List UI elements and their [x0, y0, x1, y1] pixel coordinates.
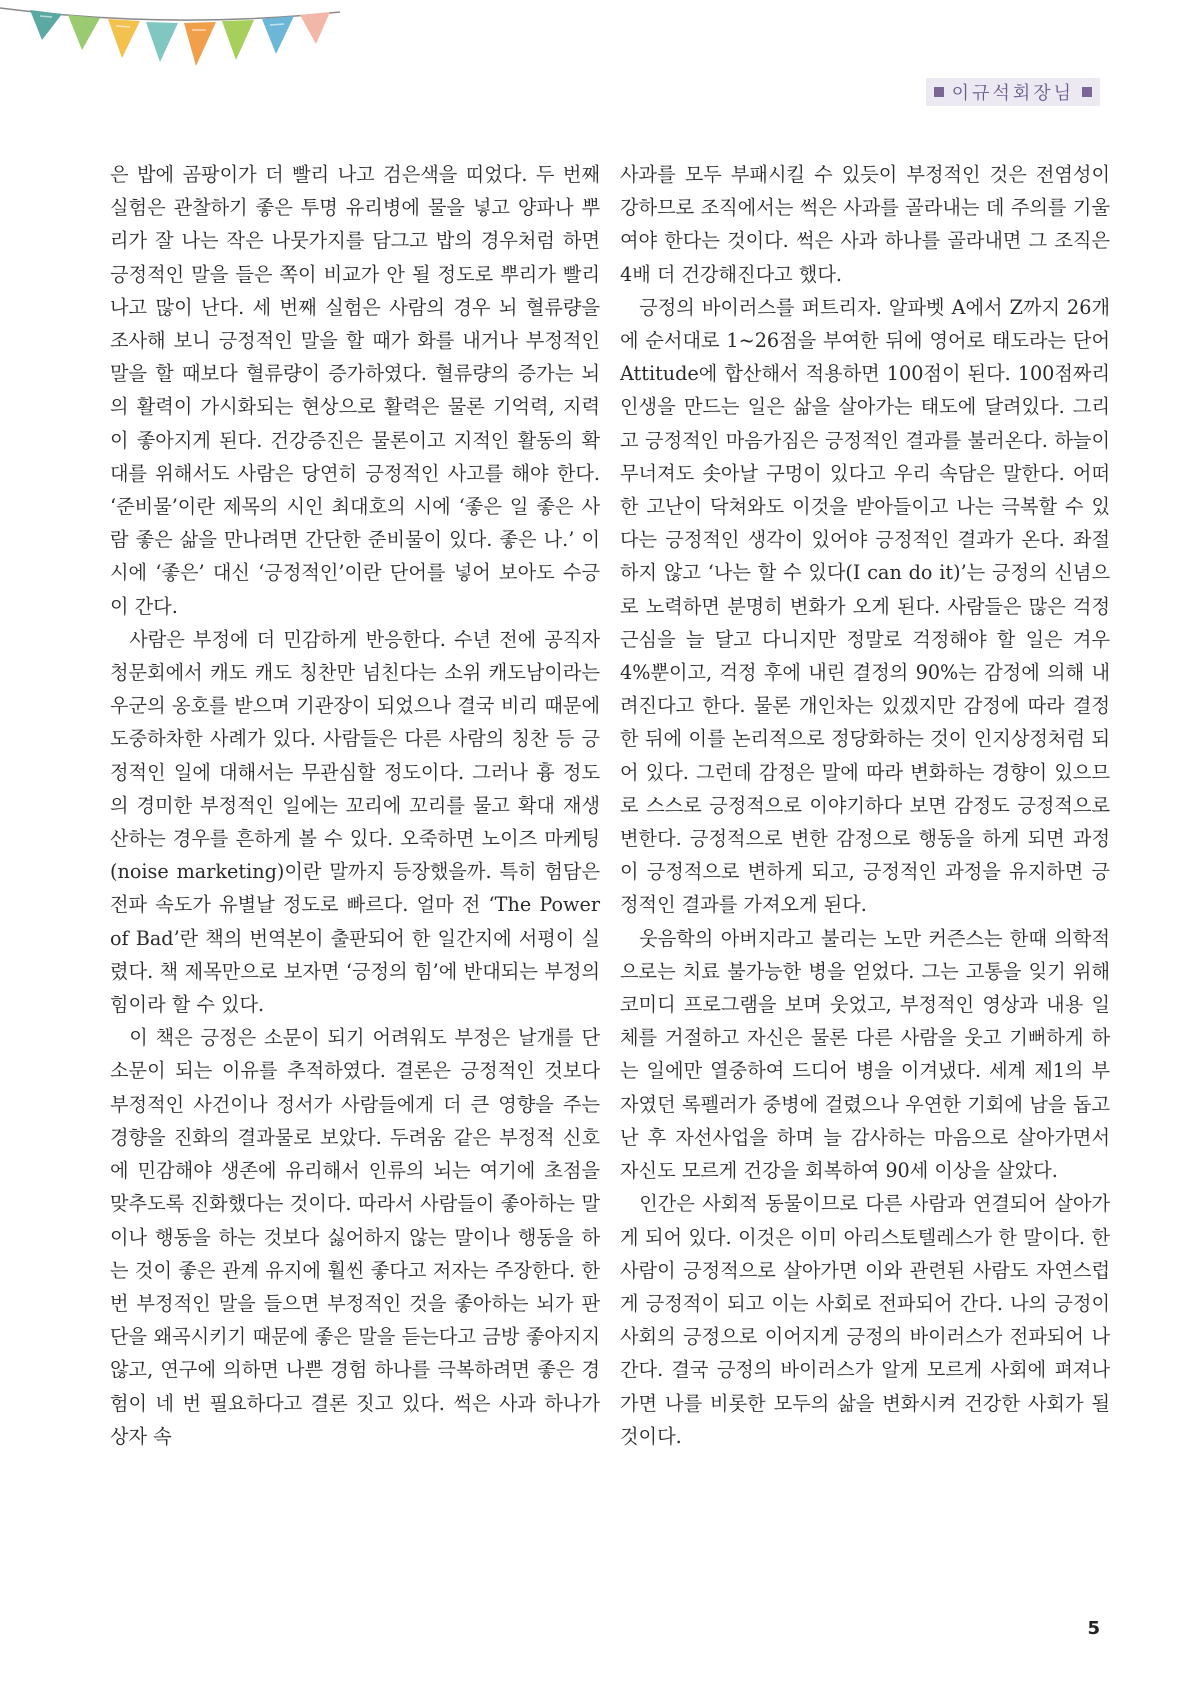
paragraph: 사람은 부정에 더 민감하게 반응한다. 수년 전에 공직자 청문회에서 캐도 캐도 칭찬만 넘친다는 소위 캐도남이라는 우군의 옹호를 받으며 기관장이 되었으나 결국 비리 때문에 도중하차한 사례가 있다. 사람들은 다른 사람의 칭찬 등 긍정적인 일에 대해서는 무관심할 정도이다. 그러나 흉 정도의 경미한 부정적인 일에는 꼬리에 꼬리를 물고 확대 재생산하는 경우를 흔하게 볼 수 있다. 오죽하면 노이즈 마케팅(noise marketing)이란 말까지 등장했을까. 특히 험담은 전파 속도가 유별날 정도로 빠르다. 얼마 전 ‘The Power of Bad’란 책의 번역본이 출판되어 한 일간지에 서평이 실렸다. 책 제목만으로 보자면 ‘긍정의 힘’에 반대되는 부정의 힘이라 할 수 있다. [110, 627, 600, 1017]
section-label: 이규석회장님 [951, 83, 1074, 104]
square-bullet-icon [934, 87, 944, 97]
paragraph: 웃음학의 아버지라고 불리는 노만 커즌스는 한때 의학적으로는 치료 불가능한 병을 얻었다. 그는 고통을 잊기 위해 코미디 프로그램을 보며 웃었고, 부정적인 영상과 내용 일체를 거절하고 자신은 물론 다른 사람을 웃고 기뻐하게 하는 일에만 열중하여 드디어 병을 이겨냈다. 세계 제1의 부자였던 록펠러가 중병에 걸렸으나 우연한 기회에 남을 돕고 난 후 자선사업을 하며 늘 감사하는 마음으로 살아가면서 자신도 모르게 건강을 회복하여 90세 이상을 살았다. [620, 926, 1110, 1183]
paragraph: 인간은 사회적 동물이므로 다른 사람과 연결되어 살아가게 되어 있다. 이것은 이미 아리스토텔레스가 한 말이다. 한 사람이 긍정적으로 살아가면 이와 관련된 사람도 자연스럽게 긍정적이 되고 이는 사회로 전파되어 간다. 나의 긍정이 사회의 긍정으로 이어지게 긍정의 바이러스가 전파되어 나간다. 결국 긍정의 바이러스가 알게 모르게 사회에 펴져나가면 나를 비롯한 모두의 삶을 변화시켜 건강한 사회가 될 것이다. [620, 1192, 1110, 1448]
section-header-tag [926, 78, 1100, 106]
left-text-column [110, 158, 600, 1453]
page-number: 5 [1087, 1618, 1100, 1639]
paragraph: 사과를 모두 부패시킬 수 있듯이 부정적인 것은 전염성이 강하므로 조직에서는 썩은 사과를 골라내는 데 주의를 기울여야 한다는 것이다. 썩은 사과 하나를 골라내면 그 조직은 4배 더 건강해진다고 했다. [620, 163, 1110, 286]
right-text-column [620, 158, 1110, 1453]
paragraph: 긍정의 바이러스를 퍼트리자. 알파벳 A에서 Z까지 26개에 순서대로 1~26점을 부여한 뒤에 영어로 태도라는 단어 Attitude에 합산해서 적용하면 100점이 된다. 100점짜리 인생을 만드는 일은 삶을 살아가는 태도에 달려있다. 그리고 긍정적인 마음가짐은 긍정적인 결과를 불러온다. 하늘이 무너져도 솟아날 구멍이 있다고 우리 속담은 말한다. 어떠한 고난이 닥쳐와도 이것을 받아들이고 나는 극복할 수 있다는 긍정적인 생각이 있어야 긍정적인 결과가 온다. 좌절하지 않고 ‘나는 할 수 있다(I can do it)’는 긍정의 신념으로 노력하면 분명히 변화가 오게 된다. 사람들은 많은 걱정 근심을 늘 달고 다니지만 정말로 걱정해야 할 일은 겨우 4%뿐이고, 걱정 후에 내린 결정의 90%는 감정에 의해 내려진다고 한다. 물론 개인차는 있겠지만 감정에 따라 결정한 뒤에 이를 논리적으로 정당화하는 것이 인지상정처럼 되어 있다. 그런데 감정은 말에 따라 변화하는 경향이 있으므로 스스로 긍정적으로 이야기하다 보면 감정도 긍정적으로 변한다. 긍정적으로 변한 감정으로 행동을 하게 되면 과정이 긍정적으로 변하게 되고, 긍정적인 과정을 유지하면 긍정적인 결과를 가져오게 된다. [620, 295, 1110, 917]
square-bullet-icon [1082, 87, 1092, 97]
paragraph: 이 책은 긍정은 소문이 되기 어려워도 부정은 날개를 단 소문이 되는 이유를 추적하였다. 결론은 긍정적인 것보다 부정적인 사건이나 정서가 사람들에게 더 큰 영향을 주는 경향을 진화의 결과물로 보았다. 두려움 같은 부정적 신호에 민감해야 생존에 유리해서 인류의 뇌는 여기에 초점을 맞추도록 진화했다는 것이다. 따라서 사람들이 좋아하는 말이나 행동을 하는 것보다 싫어하지 않는 말이나 행동을 하는 것이 좋은 관계 유지에 훨씬 좋다고 저자는 주장한다. 한 번 부정적인 말을 들으면 부정적인 것을 좋아하는 뇌가 판단을 왜곡시키기 때문에 좋은 말을 듣는다고 금방 좋아지지 않고, 연구에 의하면 나쁜 경험 하나를 극복하려면 좋은 경험이 네 번 필요하다고 결론 짓고 있다. 썩은 사과 하나가 상자 속 [110, 1026, 600, 1448]
bunting-flags-icon [0, 0, 340, 80]
paragraph: 은 밥에 곰팡이가 더 빨리 나고 검은색을 띠었다. 두 번째 실험은 관찰하기 좋은 투명 유리병에 물을 넣고 양파나 뿌리가 잘 나는 작은 나뭇가지를 담그고 밥의 경우처럼 하면 긍정적인 말을 들은 쪽이 비교가 안 될 정도로 뿌리가 빨리 나고 많이 난다. 세 번째 실험은 사람의 경우 뇌 혈류량을 조사해 보니 긍정적인 말을 할 때가 화를 내거나 부정적인 말을 할 때보다 혈류량이 증가하였다. 혈류량의 증가는 뇌의 활력이 가시화되는 현상으로 활력은 물론 기억력, 지력이 좋아지게 된다. 건강증진은 물론이고 지적인 활동의 확대를 위해서도 사람은 당연히 긍정적인 사고를 해야 한다. ‘준비물’이란 제목의 시인 최대호의 시에 ‘좋은 일 좋은 사람 좋은 삶을 만나려면 간단한 준비물이 있다. 좋은 나.’ 이 시에 ‘좋은’ 대신 ‘긍정적인’이란 단어를 넣어 보아도 수긍이 간다. [110, 163, 600, 618]
